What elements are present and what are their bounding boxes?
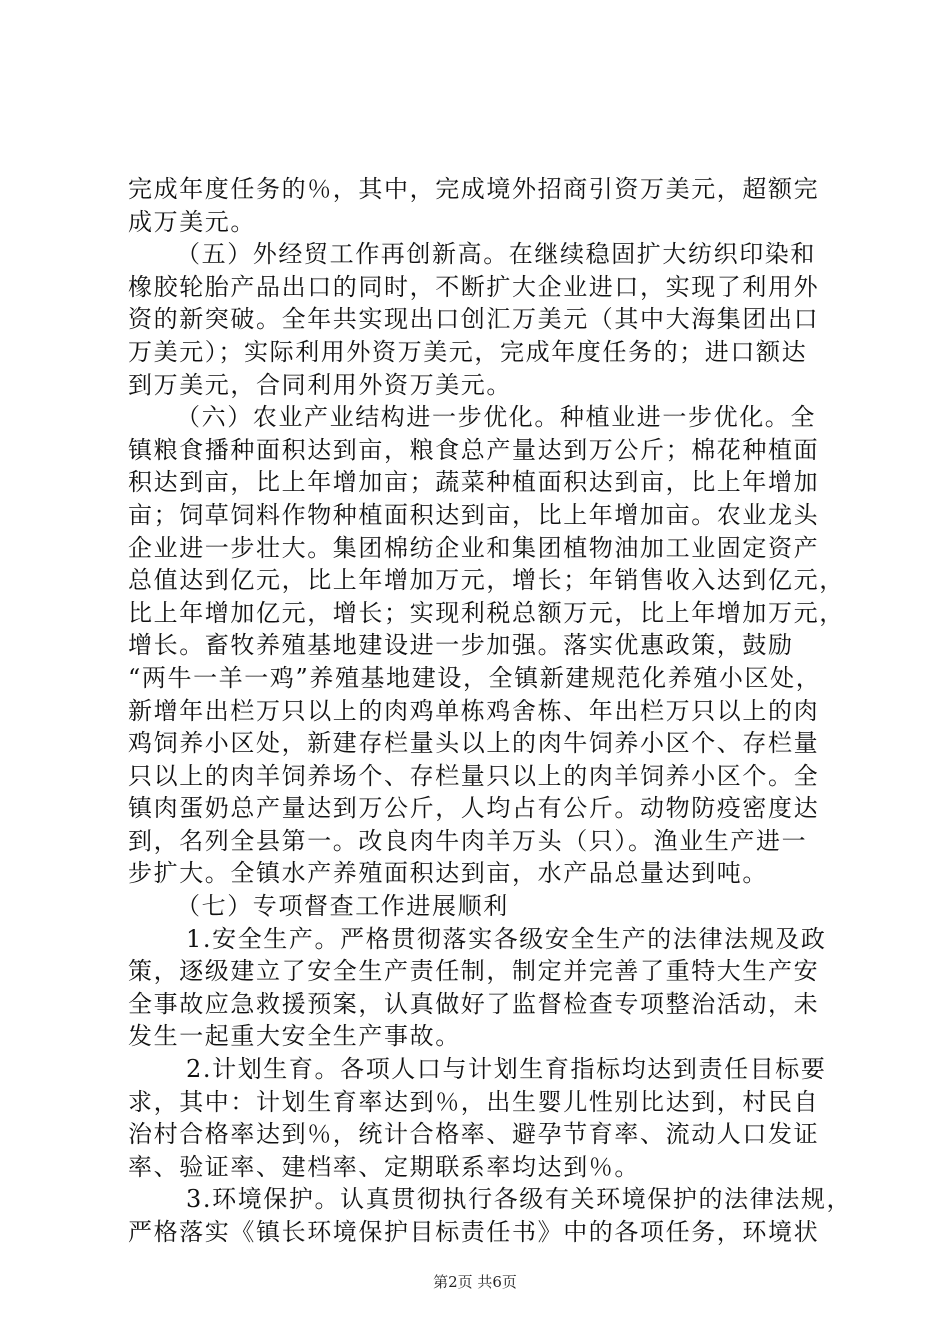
text-line: 橡胶轮胎产品出口的同时，不断扩大企业进口，实现了利用外 [128, 272, 820, 301]
text-line: 资的新突破。全年共实现出口创汇万美元（其中大海集团出口 [128, 305, 820, 334]
text-line: 治村合格率达到％，统计合格率、避孕节育率、流动人口发证 [128, 1120, 820, 1149]
text-line: 增长。畜牧养殖基地建设进一步加强。落实优惠政策，鼓励 [128, 631, 794, 660]
text-line: 万美元）；实际利用外资万美元，完成年度任务的；进口额达 [128, 337, 808, 366]
section-heading: （七）专项督查工作进展顺利 [176, 892, 509, 921]
text-line: 2.计划生育。各项人口与计划生育指标均达到责任目标要 [186, 1055, 827, 1084]
text-line: 1.安全生产。严格贯彻落实各级安全生产的法律法规及政 [186, 924, 827, 953]
text-line: 总值达到亿元，比上年增加万元，增长；年销售收入达到亿元， [128, 566, 845, 595]
text-line: 亩；饲草饲料作物种植面积达到亩，比上年增加亩。农业龙头 [128, 500, 820, 529]
text-line: 新增年出栏万只以上的肉鸡单栋鸡舍栋、年出栏万只以上的肉 [128, 696, 820, 725]
text-line: 完成年度任务的％，其中，完成境外招商引资万美元，超额完 [128, 175, 820, 203]
text-line: 镇肉蛋奶总产量达到万公斤，人均占有公斤。动物防疫密度达 [128, 794, 820, 823]
text-line: 镇粮食播种面积达到亩，粮食总产量达到万公斤；棉花种植面 [128, 435, 820, 464]
text-line: 鸡饲养小区处，新建存栏量头以上的肉牛饲养小区个、存栏量 [128, 729, 820, 758]
text-line: 比上年增加亿元，增长；实现利税总额万元，比上年增加万元， [128, 598, 845, 627]
text-line: 严格落实《镇长环境保护目标责任书》中的各项任务，环境状 [128, 1218, 820, 1246]
text-line: 全事故应急救援预案，认真做好了监督检查专项整治活动，未 [128, 989, 820, 1018]
text-line: 到万美元，合同利用外资万美元。 [128, 370, 512, 399]
text-line: （五）外经贸工作再创新高。在继续稳固扩大纺织印染和 [176, 240, 816, 269]
text-line: 到，名列全县第一。改良肉牛肉羊万头（只）。渔业生产进一 [128, 826, 808, 855]
text-line: 策，逐级建立了安全生产责任制，制定并完善了重特大生产安 [128, 957, 820, 986]
page-number-footer: 第2页 共6页 [433, 1273, 517, 1291]
body-text [128, 173, 853, 1249]
text-line: 率、验证率、建档率、定期联系率均达到％。 [128, 1152, 640, 1181]
text-line: 成万美元。 [128, 207, 256, 236]
text-line: 发生一起重大安全生产事故。 [128, 1022, 461, 1051]
text-line: （六）农业产业结构进一步优化。种植业进一步优化。全 [176, 403, 816, 432]
text-line: 3.环境保护。认真贯彻执行各级有关环境保护的法律法规， [186, 1185, 853, 1214]
text-line: “两牛一羊一鸡”养殖基地建设，全镇新建规范化养殖小区处， [128, 663, 822, 692]
text-line: 步扩大。全镇水产养殖面积达到亩，水产品总量达到吨。 [128, 859, 768, 888]
text-line: 求，其中：计划生育率达到％，出生婴儿性别比达到，村民自 [128, 1087, 820, 1116]
text-line: 积达到亩，比上年增加亩；蔬菜种植面积达到亩，比上年增加 [128, 468, 820, 497]
text-line: 企业进一步壮大。集团棉纺企业和集团植物油加工业固定资产 [128, 533, 820, 562]
text-line: 只以上的肉羊饲养场个、存栏量只以上的肉羊饲养小区个。全 [128, 761, 820, 790]
